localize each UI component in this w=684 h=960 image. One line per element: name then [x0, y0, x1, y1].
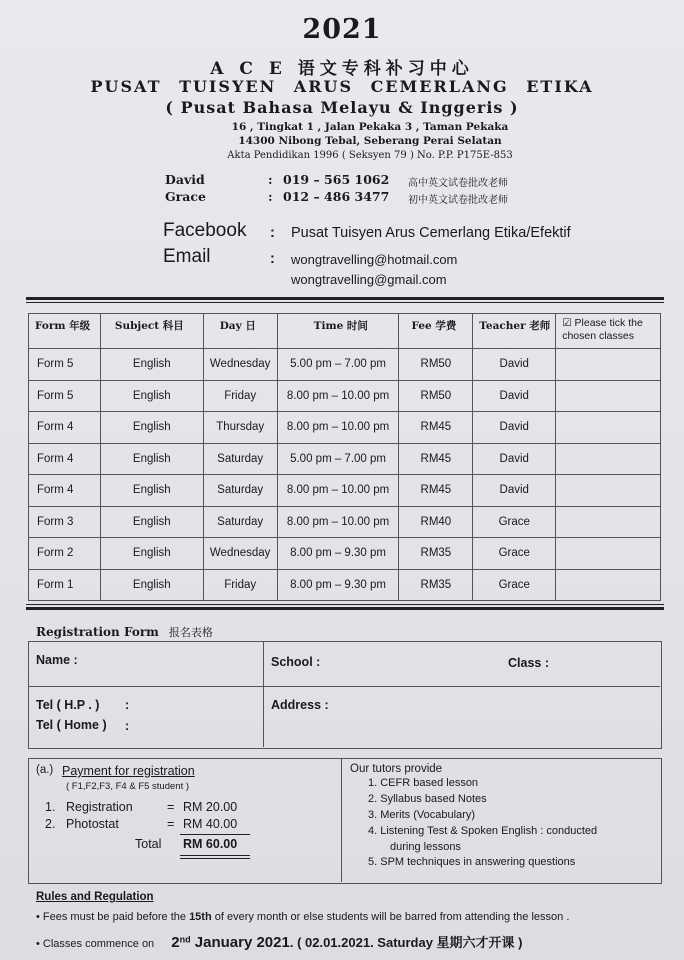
tutors-heading: Our tutors provide	[350, 763, 443, 775]
payment-item-no: 1.	[45, 800, 56, 814]
table-row	[29, 349, 661, 381]
tel-hp-field[interactable]: Tel ( H.P . )	[36, 698, 100, 712]
rule-fees	[36, 911, 569, 923]
registration-title-zh: 报名表格	[168, 626, 213, 639]
payment-item-eq: =	[167, 817, 175, 831]
cell-form: Form 1	[29, 569, 101, 601]
tutors-item: 2. Syllabus based Notes	[368, 793, 487, 805]
tick-checkbox-cell[interactable]	[556, 475, 661, 507]
name-field[interactable]: Name :	[36, 653, 78, 667]
table-row	[29, 538, 661, 570]
total-amount: RM 60.00	[183, 837, 238, 851]
divider-top	[26, 297, 664, 300]
registration-title	[36, 624, 213, 640]
cell-form: Form 4	[29, 443, 101, 475]
tick-checkbox-cell[interactable]	[556, 380, 661, 412]
contact-name-david: David	[165, 172, 205, 187]
payment-item-eq: =	[167, 800, 175, 814]
cell-time: 5.00 pm – 7.00 pm	[277, 443, 399, 475]
table-row	[29, 380, 661, 412]
cell-teacher: David	[473, 380, 556, 412]
address-line-1: 16 , Tingkat 1 , Jalan Pekaka 3 , Taman Pekaka	[231, 121, 509, 133]
cell-day: Wednesday	[203, 538, 277, 570]
tutors-item: 4. Listening Test & Spoken English : conducted	[368, 825, 598, 837]
payment-item-label: Photostat	[66, 817, 119, 831]
divider-mid-thin	[26, 604, 664, 605]
cell-teacher: David	[473, 412, 556, 444]
cell-form: Form 5	[29, 349, 101, 381]
rule-fees-a: • Fees must be paid before the	[36, 911, 190, 923]
cell-form: Form 4	[29, 475, 101, 507]
cell-teacher: Grace	[473, 538, 556, 570]
table-row	[29, 443, 661, 475]
header-subject: Subject 科目	[100, 314, 203, 349]
tick-checkbox-cell[interactable]	[556, 538, 661, 570]
cell-time: 8.00 pm – 10.00 pm	[277, 380, 399, 412]
header-time: Time 时间	[277, 314, 399, 349]
tutors-item: 1. CEFR based lesson	[368, 777, 479, 789]
cell-day: Friday	[203, 380, 277, 412]
tick-checkbox-cell[interactable]	[556, 506, 661, 538]
header-tick: ☑ Please tick the chosen classes	[556, 314, 661, 349]
rule-classes-c: January 2021	[190, 934, 290, 951]
table-header-row	[29, 314, 661, 349]
cell-teacher: David	[473, 349, 556, 381]
table-row	[29, 412, 661, 444]
cell-subject: English	[100, 349, 203, 381]
email-label: Email	[163, 246, 211, 267]
cell-day: Saturday	[203, 506, 277, 538]
header-teacher: Teacher 老师	[473, 314, 556, 349]
cell-day: Saturday	[203, 443, 277, 475]
payment-heading: Payment for registration	[62, 764, 195, 778]
email-address-2: wongtravelling@gmail.com	[291, 272, 447, 287]
contact-colon: :	[268, 172, 273, 187]
cell-form: Form 4	[29, 412, 101, 444]
rule-fees-c: of every month or else students will be barred from attending the lesson .	[211, 911, 570, 923]
cell-teacher: Grace	[473, 569, 556, 601]
cell-day: Thursday	[203, 412, 277, 444]
payment-item-no: 2.	[45, 817, 56, 831]
rule-classes	[36, 932, 522, 951]
cell-subject: English	[100, 538, 203, 570]
payment-item-amount: RM 20.00	[183, 800, 238, 814]
divider-top-thin	[26, 302, 664, 303]
cell-time: 5.00 pm – 7.00 pm	[277, 349, 399, 381]
form-row-divider	[28, 686, 660, 687]
cell-subject: English	[100, 475, 203, 507]
cell-day: Saturday	[203, 475, 277, 507]
contact-note-grace: 初中英文试卷批改老师	[408, 195, 508, 206]
cell-fee: RM45	[399, 412, 473, 444]
centre-subtitle: ( Pusat Bahasa Melayu & Inggeris )	[165, 98, 519, 117]
cell-fee: RM40	[399, 506, 473, 538]
cell-time: 8.00 pm – 9.30 pm	[277, 569, 399, 601]
cell-time: 8.00 pm – 10.00 pm	[277, 412, 399, 444]
cell-fee: RM50	[399, 380, 473, 412]
cell-form: Form 2	[29, 538, 101, 570]
cell-teacher: David	[473, 475, 556, 507]
cell-fee: RM45	[399, 443, 473, 475]
address-field[interactable]: Address :	[271, 698, 329, 712]
header-day: Day 日	[203, 314, 277, 349]
rules-heading: Rules and Regulation	[36, 891, 154, 903]
facebook-colon: :	[270, 225, 275, 241]
rule-classes-sup: nd	[179, 934, 191, 945]
cell-fee: RM50	[399, 349, 473, 381]
registration-title-text: Registration Form	[36, 625, 159, 639]
contact-note-david: 高中英文试卷批改老师	[408, 178, 508, 189]
total-label: Total	[135, 837, 162, 851]
cell-fee: RM35	[399, 569, 473, 601]
cell-subject: English	[100, 443, 203, 475]
address-line-2: 14300 Nibong Tebal, Seberang Perai Selatan	[238, 135, 502, 147]
centre-name-malay: PUSAT TUISYEN ARUS CEMERLANG ETIKA	[90, 77, 594, 96]
cell-day: Wednesday	[203, 349, 277, 381]
header-form: Form 年级	[29, 314, 101, 349]
tutors-item-4-cont: during lessons	[390, 841, 461, 853]
tel-hp-colon: :	[125, 698, 130, 712]
cell-subject: English	[100, 412, 203, 444]
email-address-1: wongtravelling@hotmail.com	[291, 252, 458, 267]
contact-name-grace: Grace	[165, 189, 206, 204]
email-colon: :	[270, 251, 275, 267]
class-field[interactable]: Class :	[508, 656, 549, 670]
cell-time: 8.00 pm – 10.00 pm	[277, 475, 399, 507]
tutors-item: 5. SPM techniques in answering questions	[368, 856, 576, 868]
cell-subject: English	[100, 569, 203, 601]
registration-number: Akta Pendidikan 1996 ( Seksyen 79 ) No. P.P. P175E-853	[227, 150, 513, 161]
rule-fees-b: 15th	[189, 911, 212, 923]
facebook-value: Pusat Tuisyen Arus Cemerlang Etika/Efektif	[291, 225, 571, 241]
contact-phone-grace: 012 – 486 3477	[283, 189, 390, 204]
tick-checkbox-cell[interactable]	[556, 412, 661, 444]
cell-time: 8.00 pm – 9.30 pm	[277, 538, 399, 570]
tick-checkbox-cell[interactable]	[556, 569, 661, 601]
table-row	[29, 475, 661, 507]
cell-form: Form 3	[29, 506, 101, 538]
payment-prefix: (a.)	[36, 764, 54, 776]
payment-item-amount: RM 40.00	[183, 817, 238, 831]
table-row	[29, 506, 661, 538]
rule-classes-b: 2	[171, 934, 180, 951]
contact-phone-david: 019 – 565 1062	[283, 172, 390, 187]
tel-home-field[interactable]: Tel ( Home )	[36, 718, 107, 732]
payment-note: ( F1,F2,F3, F4 & F5 student )	[66, 781, 190, 792]
total-double-line	[180, 855, 250, 859]
contact-colon: :	[268, 189, 273, 204]
school-field[interactable]: School :	[271, 655, 321, 669]
table-row	[29, 569, 661, 601]
form-col-divider	[263, 641, 264, 747]
centre-name-chinese: A C E 语文专科补习中心	[210, 59, 474, 79]
rule-classes-a: • Classes commence on	[36, 938, 155, 950]
divider-mid	[26, 607, 664, 610]
registration-form-box	[28, 641, 662, 749]
cell-fee: RM45	[399, 475, 473, 507]
cell-subject: English	[100, 506, 203, 538]
cell-subject: English	[100, 380, 203, 412]
payment-item-label: Registration	[66, 800, 133, 814]
cell-day: Friday	[203, 569, 277, 601]
cell-teacher: David	[473, 443, 556, 475]
tick-checkbox-cell[interactable]	[556, 349, 661, 381]
year-heading: 2021	[302, 14, 382, 45]
cell-teacher: Grace	[473, 506, 556, 538]
header-fee: Fee 学费	[399, 314, 473, 349]
facebook-label: Facebook	[163, 220, 247, 241]
tutors-item: 3. Merits (Vocabulary)	[368, 809, 475, 821]
tel-home-colon: :	[125, 719, 130, 733]
class-schedule-table	[28, 313, 661, 601]
rule-classes-d: . ( 02.01.2021. Saturday 星期六才开课 )	[289, 935, 523, 950]
cell-form: Form 5	[29, 380, 101, 412]
info-box-divider	[341, 758, 342, 882]
subtotal-line	[180, 834, 250, 835]
cell-fee: RM35	[399, 538, 473, 570]
cell-time: 8.00 pm – 10.00 pm	[277, 506, 399, 538]
tick-checkbox-cell[interactable]	[556, 443, 661, 475]
